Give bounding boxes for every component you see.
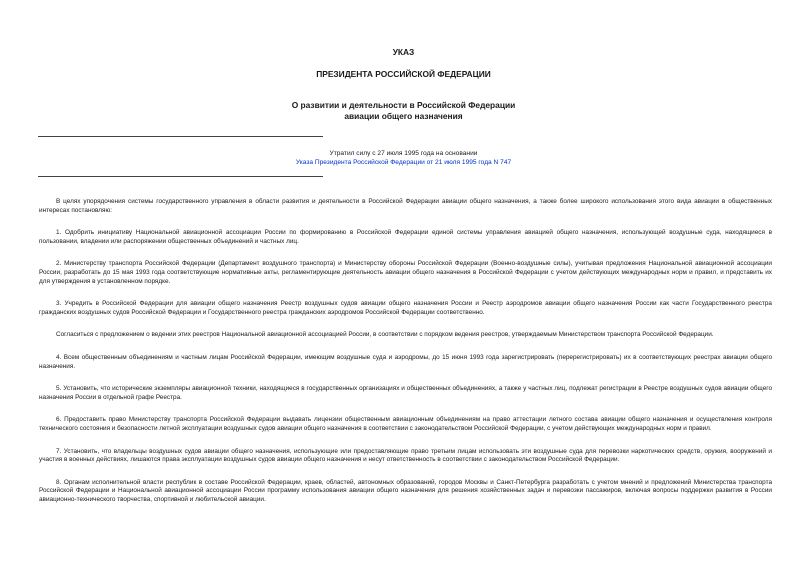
paragraph-4: 4. Всем общественным объединениям и частным лицам Российской Федерации, имеющим воздушные суда и аэродромы, до 15 июня 1993 года зарегистрировать (перерегистрировать) их в соответствующих реестрах авиации общего назначения. [39, 353, 772, 370]
paragraph-3-addendum: Согласиться с предложением о ведении этих реестров Национальной авиационной ассоциацией России, в соответствии с порядком ведения реестров, утверждаемым Министерством транспорта Российской Федерации. [56, 331, 714, 339]
paragraph-8: 8. Органам исполнительной власти республик в составе Российской Федерации, краев, областей, автономных образований, городов Москвы и Санкт-Петербурга разработать с учетом мнений и предложений Министерства транспорта Российской Федерации и Национальной авиационной ассоциации России программу использования авиации общего назначения для решения хозяйственных задач и перевозки пассажиров, включая вопросы поддержки развития в России авиационно-технического творчества, спортивной и любительской авиации. [39, 478, 772, 503]
paragraph-6: 6. Предоставить право Министерству транспорта Российской Федерации выдавать лицензии общественным авиационным объединениям на право аттестации летного состава авиации общего назначения и осуществления контроля технического состояния и безопасности летной эксплуатации воздушных судов авиации общего назначения в соответствии с законодательством Российской Федерации, с учетом действующих международных норм и правил. [39, 416, 772, 432]
paragraph-3: 3. Учредить в Российской Федерации для авиации общего назначения Реестр воздушных судов авиации общего назначения России и Реестр аэродромов авиации общего назначения России как части Государственного реестра гражданских воздушных судов Российской Федерации и Государственного реестра гражданских аэродромов Российской Федерации соответственно. [39, 300, 772, 316]
lapsed-note-text: Утратил силу с 27 июля 1995 года на основании [329, 150, 478, 157]
document-title [0, 100, 807, 121]
paragraph-7: 7. Установить, что владельцы воздушных судов авиации общего назначения, использующие или предоставляющие право третьим лицам использовать эти воздушные суда для перевозки наркотических средств, оружия, вооружений и участия в военных действиях, лишаются права эксплуатации воздушных судов авиации общего назначения и несут ответственность в соответствии с законодательством Российской Федерации. [39, 447, 772, 464]
paragraph-1: 1. Одобрить инициативу Национальной авиационной ассоциации России по формированию в Российской Федерации единой системы управления авиацией общего назначения, использующей воздушные суда, находящиеся в пользовании, владении или распоряжении общественных объединений и частных лиц. [39, 229, 772, 245]
divider-top [38, 136, 323, 137]
title-line-1: О развитии и деятельности в Российской Федерации [291, 100, 516, 110]
document-body [39, 198, 772, 518]
paragraph-5: 5. Установить, что исторические экземпляры авиационной техники, находящиеся в государственных организациях и общественных объединениях, а также у частных лиц, подлежат регистрации в Реестре воздушных судов авиации общего назначения России в отдельной графе Реестра. [39, 385, 772, 401]
divider-bottom [38, 176, 323, 177]
decree-subheading: ПРЕЗИДЕНТА РОССИЙСКОЙ ФЕДЕРАЦИИ [316, 69, 491, 79]
lapsed-decree-link[interactable]: Указа Президента Российской Федерации от 21 июля 1995 года N 747 [295, 159, 512, 166]
paragraph-preamble: В целях упорядочения системы государственного управления в области развития и деятельности в Российской Федерации авиации общего назначения, а также более широкого использования этого вида авиации в общественных интересах постановляю: [39, 198, 772, 214]
paragraph-2: 2. Министерству транспорта Российской Федерации (Департамент воздушного транспорта) и Министерству обороны Российской Федерации (Военно-воздушные силы), учитывая предложения Национальной авиационной ассоциации России, разработать до 15 мая 1993 года соответствующие нормативные акты, регламентирующие деятельность авиации общего назначения в Российской Федерации с учетом действующих международных норм и правил, и представить их для утверждения в установленном порядке. [39, 260, 772, 285]
lapsed-note [0, 149, 807, 167]
decree-heading: УКАЗ [392, 47, 415, 57]
title-line-2: авиации общего назначения [344, 110, 463, 121]
